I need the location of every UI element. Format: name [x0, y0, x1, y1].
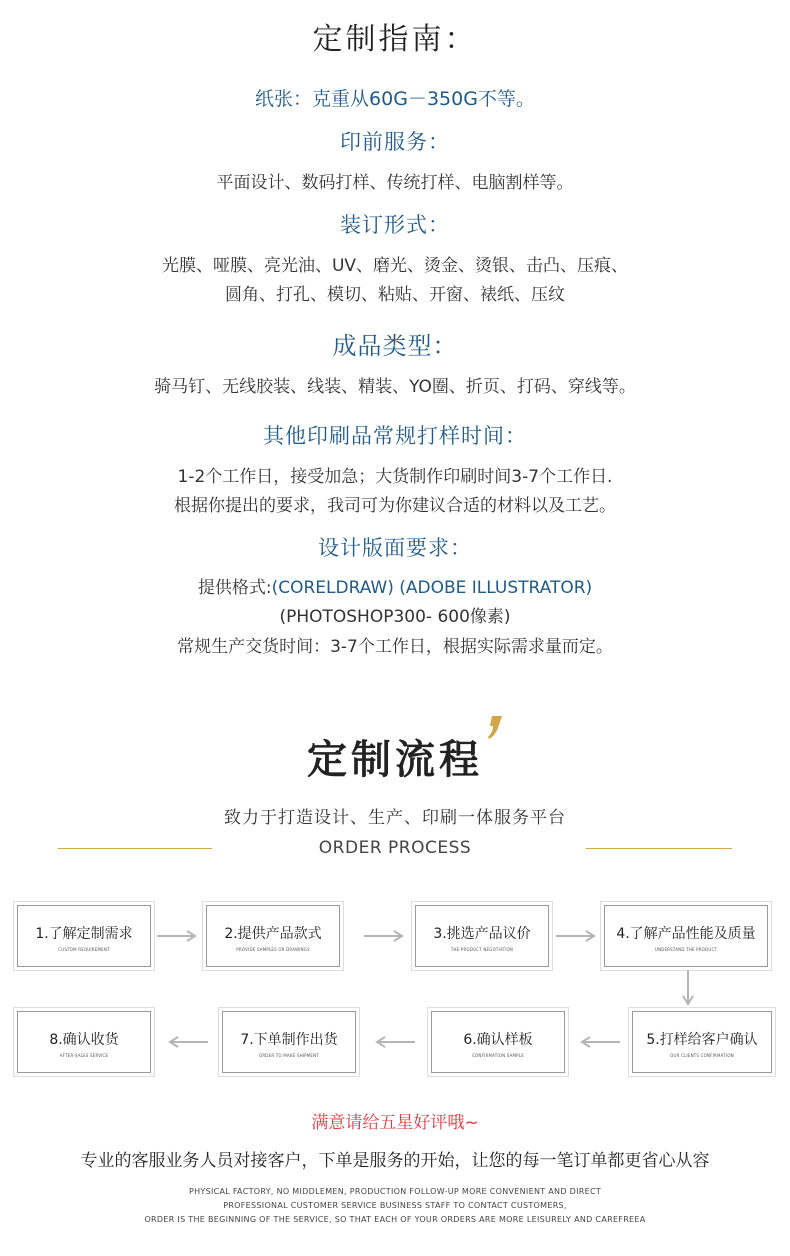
arrow-right-icon [157, 928, 197, 944]
format-line [0, 573, 790, 598]
step-label-en: AFTER-SALES SERVICE [59, 1053, 109, 1058]
format-value: (CORELDRAW) (ADOBE ILLUSTRATOR) [271, 578, 593, 598]
process-step-3 [415, 905, 549, 967]
step-label-en: ORDER TO MAKE SHIPMENT [258, 1053, 319, 1058]
quote-mark-icon [486, 714, 506, 740]
arrow-right-icon [556, 928, 596, 944]
process-subtitle: 致力于打造设计、生产、印刷一体服务平台 [224, 808, 566, 828]
step-label: 5.打样给客户确认 [646, 1032, 758, 1048]
process-title: 定制流程 [307, 737, 483, 783]
arrow-left-icon [375, 1034, 415, 1050]
five-star-request: 满意请给五星好评哦~ [311, 1113, 479, 1133]
product-body: 骑马钉、无线胶装、线装、精装、YO圈、折页、打码、穿线等。 [154, 377, 636, 397]
process-step-7 [222, 1011, 356, 1073]
step-label: 7.下单制作出货 [240, 1032, 338, 1048]
step-label-en: THE PRODUCT NEGOTIATION [450, 947, 514, 952]
divider-right [586, 848, 732, 849]
process-step-8 [17, 1011, 151, 1073]
delivery-time: 常规生产交货时间：3-7个工作日，根据实际需求量而定。 [177, 637, 613, 657]
step-label: 3.挑选产品议价 [433, 926, 531, 942]
step-label-en: CUSTOM REQUIREMENT [58, 947, 110, 952]
step-label-en: OUR CLIENTS CONFIRMATION [670, 1053, 734, 1058]
process-subtitle-en: ORDER PROCESS [318, 838, 472, 858]
step-label: 4.了解产品性能及质量 [616, 926, 756, 942]
process-step-1 [17, 905, 151, 967]
step-label: 2.提供产品款式 [224, 926, 322, 942]
sample-time-line-1: 1-2个工作日，接受加急；大货制作印刷时间3-7个工作日. [177, 467, 613, 487]
guide-title: 定制指南： [312, 22, 478, 57]
step-label: 1.了解定制需求 [35, 926, 133, 942]
arrow-left-icon [580, 1034, 620, 1050]
binding-line-2: 圆角、打孔、模切、粘贴、开窗、裱纸、压纹 [225, 285, 565, 305]
arrow-down-icon [680, 970, 696, 1006]
design-heading: 设计版面要求： [318, 536, 472, 560]
step-label-en: UNDERSTAND THE PRODUCT [654, 947, 718, 952]
binding-line-1: 光膜、哑膜、亮光油、UV、磨光、烫金、烫银、击凸、压痕、 [161, 256, 629, 276]
footer-en-line-3: ORDER IS THE BEGINNING OF THE SERVICE, SO THAT EACH OF YOUR ORDERS ARE MORE LEISURELY AND CAREFREEA [144, 1215, 646, 1224]
process-step-5 [632, 1011, 772, 1073]
footer-en-line-2: PROFESSIONAL CUSTOMER SERVICE BUSINESS STAFF TO CONTACT CUSTOMERS, [223, 1201, 567, 1210]
process-step-2 [206, 905, 340, 967]
paper-info: 纸张：克重从60G－350G不等。 [255, 88, 535, 110]
sample-time-heading: 其他印刷品常规打样时间： [263, 424, 527, 448]
arrow-right-icon [364, 928, 404, 944]
step-label: 6.确认样板 [463, 1032, 533, 1048]
footer-en-line-1: PHYSICAL FACTORY, NO MIDDLEMEN, PRODUCTION FOLLOW-UP MORE CONVENIENT AND DIRECT [188, 1187, 602, 1196]
prepress-heading: 印前服务： [340, 130, 450, 154]
arrow-left-icon [168, 1034, 208, 1050]
step-label-en: PROVIDE SAMPLES OR DRAWINGS [236, 947, 310, 952]
service-statement: 专业的客服业务人员对接客户，下单是服务的开始，让您的每一笔订单都更省心从容 [80, 1151, 710, 1171]
process-step-6 [431, 1011, 565, 1073]
format-label: 提供格式: [197, 578, 272, 598]
product-heading: 成品类型： [332, 332, 458, 360]
process-step-4 [604, 905, 768, 967]
prepress-body: 平面设计、数码打样、传统打样、电脑割样等。 [216, 173, 574, 193]
format-line-2: (PHOTOSHOP300- 600像素) [279, 607, 511, 627]
sample-time-line-2: 根据你提出的要求，我司可为你建议合适的材料以及工艺。 [174, 496, 616, 516]
step-label-en: CONFIRMATION SAMPLE [472, 1053, 524, 1058]
step-label: 8.确认收货 [49, 1032, 119, 1048]
binding-heading: 装订形式： [340, 213, 450, 237]
